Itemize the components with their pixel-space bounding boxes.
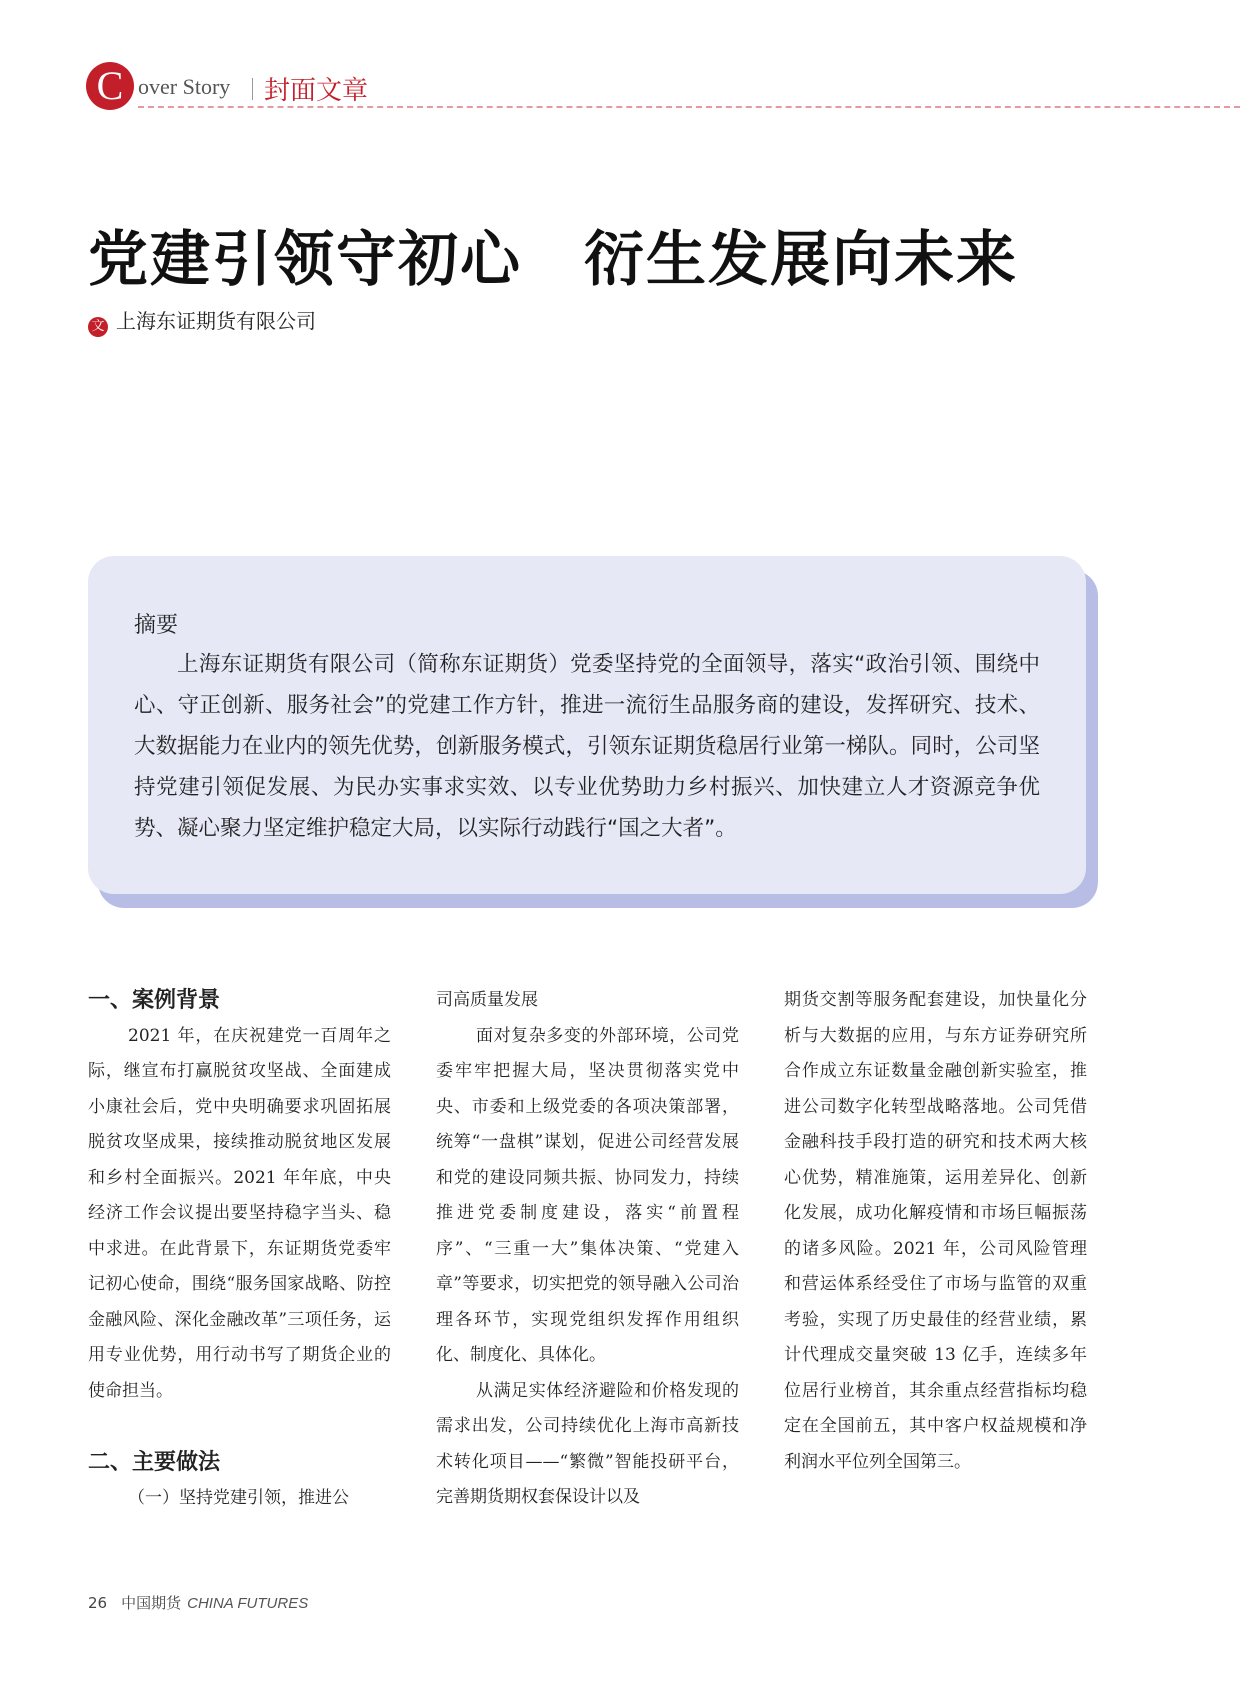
paragraph: 面对复杂多变的外部环境，公司党委牢牢把握大局，坚决贯彻落实党中央、市委和上级党委的各项决策部署，统筹“一盘棋”谋划，促进公司经营发展和党的建设同频共振、协同发力，持续推进党委制度建设，落实“前置程序”、“三重一大”集体决策、“党建入章”等要求，切实把党的领导融入公司治理各环节，实现党组织发挥作用组织化、制度化、具体化。: [436, 1025, 739, 1365]
logo-letter: C: [96, 63, 124, 108]
column-1: [88, 983, 391, 1516]
subsection-heading-continued: 司高质量发展: [436, 990, 538, 1010]
section-heading-practices: 二、主要做法: [88, 1450, 221, 1475]
abstract-body: 上海东证期货有限公司（简称东证期货）党委坚持党的全面领导，落实“政治引领、围绕中心、守正创新、服务社会”的党建工作方针，推进一流衍生品服务商的建设，发挥研究、技术、大数据能力在业内的领先优势，创新服务模式，引领东证期货稳居行业第一梯队。同时，公司坚持党建引领促发展、为民办实事求实效、以专业优势助力乡村振兴、加快建立人才资源竞争优势、凝心聚力坚定维护稳定大局，以实际行动践行“国之大者”。: [134, 652, 1040, 841]
cover-story-logo: [86, 62, 134, 110]
page-footer: [88, 1592, 308, 1613]
magazine-name-cn: 中国期货: [121, 1594, 182, 1612]
column-2: [436, 983, 739, 1516]
byline: [88, 305, 316, 337]
abstract-heading: 摘要: [134, 613, 179, 638]
section-label-cn: 封面文章: [264, 76, 369, 106]
column-3: [784, 983, 1087, 1480]
subsection-heading: （一）坚持党建引领，推进公: [128, 1487, 349, 1508]
article-title: 党建引领守初心 衍生发展向未来: [88, 225, 1018, 295]
header-separator: [252, 78, 253, 100]
magazine-name-en: CHINA FUTURES: [187, 1595, 309, 1612]
paragraph: 期货交割等服务配套建设，加快量化分析与大数据的应用，与东方证券研究所合作成立东证数量金融创新实验室，推进公司数字化转型战略落地。公司凭借金融科技手段打造的研究和技术两大核心优势，精准施策，运用差异化、创新化发展，成功化解疫情和市场巨幅振荡的诸多风险。2021 年，公司风险管理和营运体系经受住了市场与监管的双重考验，实现了历史最佳的经营业绩，累计代理成交量突破 13 亿手，连续多年位居行业榜首，其余重点经营指标均稳定在全国前五，其中客户权益规模和净利润水平位列全国第三。: [784, 990, 1087, 1472]
page-number: 26: [88, 1594, 108, 1612]
section-label-en: over Story: [138, 74, 231, 99]
section-heading-background: 一、案例背景: [88, 988, 221, 1013]
paragraph: 2021 年，在庆祝建党一百周年之际，继宣布打赢脱贫攻坚战、全面建成小康社会后，党中央明确要求巩固拓展脱贫攻坚成果，接续推动脱贫地区发展和乡村全面振兴。2021 年年底，中央经济工作会议提出要坚持稳字当头、稳中求进。在此背景下，东证期货党委牢记初心使命，围绕“服务国家战略、防控金融风险、深化金融改革”三项任务，运用专业优势，用行动书写了期货企业的使命担当。: [88, 1025, 391, 1401]
header-divider: [138, 106, 1240, 108]
author-name: 上海东证期货有限公司: [116, 309, 316, 333]
author-icon: 文: [88, 317, 108, 337]
paragraph: 从满足实体经济避险和价格发现的需求出发，公司持续优化上海市高新技术转化项目——“繁微”智能投研平台，完善期货期权套保设计以及: [436, 1380, 739, 1507]
abstract-box: [88, 556, 1086, 894]
